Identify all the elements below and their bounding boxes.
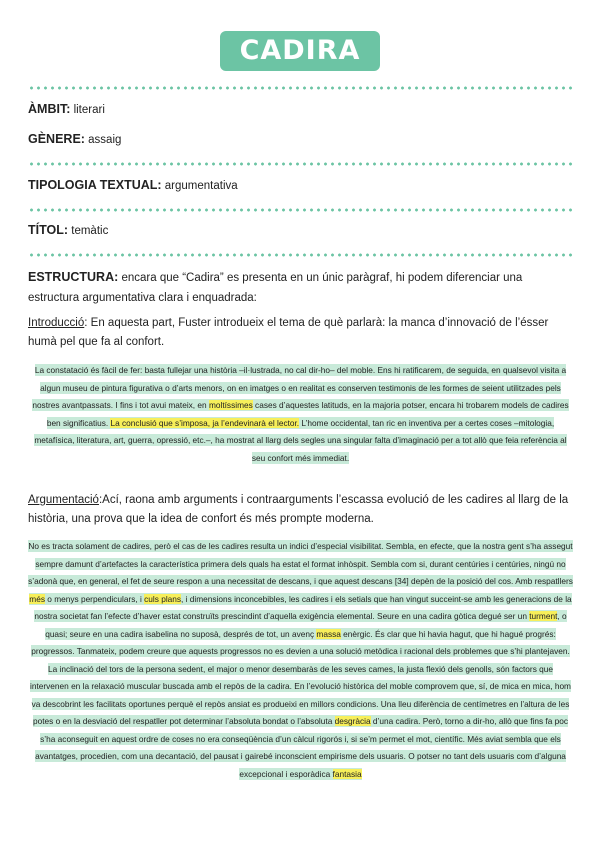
page-title: CADIRA: [220, 31, 380, 71]
quote-text: [28, 540, 573, 780]
quote-segment: No es tracta solament de cadires, però el cas de les cadires resulta un indici d’especial visibilitat. Sembla, en efecte, que la nostra gent s’ha assegut sempre damunt d’artefactes la característica primera dels quals ha estat el format inhòspit. Sembla com si, durant centúries i centúries, ningú no s’adonà que, en general, el fet de seure respon a una necessitat de descans, i que aquest descans [34] depèn de la posició del cos. Amb respatllers: [28, 541, 573, 586]
tipologia-value: argumentativa: [164, 180, 238, 192]
estructura-text: encara que “Cadira” es presenta en un únic paràgraf, hi podem diferenciar una estructura argumentativa clara i enquadrada:: [28, 272, 523, 304]
highlighted-word: La conclusió que s’imposa, ja l’endevinarà el lector.: [110, 417, 300, 428]
ambit-line: [28, 102, 105, 116]
argumentacio-text: :Ací, raona amb arguments i contraarguments l’escassa evolució de les cadires al llarg de la història, una prova que la idea de confort és més prompte moderna.: [28, 494, 569, 525]
highlighted-word: fantasia: [332, 768, 362, 779]
quote-segment: , o quasi; seure en una cadira isabelina no suposà, després de tot, un avenç: [45, 611, 567, 639]
dotted-divider: [28, 86, 572, 90]
highlighted-word: moltíssimes: [208, 400, 253, 410]
introduccio-text: : En aquesta part, Fuster introdueix el tema de què parlarà: la manca d’innovació de l’ésser humà pel que fa al confort.: [28, 317, 549, 348]
quote-segment: d’una cadira. Però, torno a dir-ho, allò que fins fa poc s’ha aconseguit en aquest ordre de coses no era conseqüència d’un càlcul rigorós i, si se’m permet el mot, científic. Més aviat sembla que els avantatges, procedien, com una decantació, del pausat i gairebé inconscient empirisme dels usuaris. O potser no tant dels usuaris com d’alguna excepcional i esporàdica: [35, 716, 569, 779]
estructura-paragraph: [28, 267, 573, 308]
quote-segment: cases d’aquestes latituds, en la majoria potser, encara hi trobarem models de cadires ben significatius.: [46, 400, 569, 428]
titol-line: [28, 223, 108, 237]
ambit-value: literari: [73, 104, 105, 116]
tipologia-line: [28, 178, 238, 192]
highlighted-word: més: [29, 593, 45, 604]
argumentacio-paragraph: [28, 491, 573, 529]
quote-segment: o menys perpendiculars, i: [44, 593, 145, 604]
quote-segment: La constatació és fàcil de fer: basta fullejar una història –il·lustrada, no cal dir-ho– del moble. Ens hi ratificarem, de seguida, en qualsevol visita a algun museu de pintura figurativa o d’arts menors, on en imatges o en realitat es conserven testimonis de les formes de seient utilitzades pels nostres avantpassats. I fins i tot avui mateix, en: [32, 365, 567, 410]
genere-value: assaig: [88, 134, 122, 146]
dotted-divider: [28, 253, 572, 257]
quote-segment: , i dimensions inconcebibles, les cadires i els setials que han vingut succeint-se amb les generacions de la nostra societat fan l’efecte d’haver estat construïts prescindint d’aquella exigència elemental. Seure en una cadira gòtica degué ser un: [34, 593, 572, 621]
highlighted-word: culs plans: [144, 593, 182, 604]
introduccio-label: Introducció: [28, 317, 85, 329]
quote-segment: L’home occidental, tan ric en inventiva per a certes coses –mitologia, metafísica, literatura, art, guerra, opressió, etc.–, ha mostrat al llarg dels segles una singular falta d’imaginació per a tot allò que feia referència al seu confort més immediat.: [34, 417, 567, 463]
titol-label: TÍTOL:: [28, 223, 69, 237]
argumentacio-label: Argumentació: [28, 494, 99, 506]
estructura-label: ESTRUCTURA:: [28, 270, 119, 284]
titol-value: temàtic: [71, 225, 109, 237]
genere-label: GÈNERE:: [28, 132, 85, 146]
introduccio-paragraph: [28, 314, 573, 352]
dotted-divider: [28, 162, 572, 166]
highlighted-word: desgràcia: [334, 716, 371, 726]
highlighted-word: turment: [529, 611, 558, 621]
highlighted-word: massa: [316, 628, 341, 639]
quote-text: [32, 364, 568, 464]
tipologia-label: TIPOLOGIA TEXTUAL:: [28, 178, 162, 192]
quote-segment: enèrgic. És clar que hi havia hagut, que hi hagué progrés: progressos. Tanmateix, podem creure que aquests progressos no es devien a una solució metòdica i racional dels problemes que s’hi plantejaven. La inclinació del tors de la persona sedent, el major o menor desembaràs de les seves cames, la justa flexió dels genolls, són factors que intervenen en la relaxació muscular buscada amb el repòs de la cadira. En l’evolució històrica del moble comprovem que, sí, de mica en mica, hom va descobrint les facilitats oportunes perquè el repòs ansiat es produeixi en millors condicions. Una lleu diferència de centímetres en l’altura de les potes o en la desviació del respatller pot determinar l’absoluta bondat o l’absoluta: [30, 628, 571, 726]
argumentacio-quote: [28, 538, 573, 783]
dotted-divider: [28, 208, 572, 212]
title-container: [0, 31, 600, 71]
introduccio-quote: [28, 362, 573, 467]
ambit-label: ÀMBIT:: [28, 102, 71, 116]
genere-line: [28, 132, 121, 146]
